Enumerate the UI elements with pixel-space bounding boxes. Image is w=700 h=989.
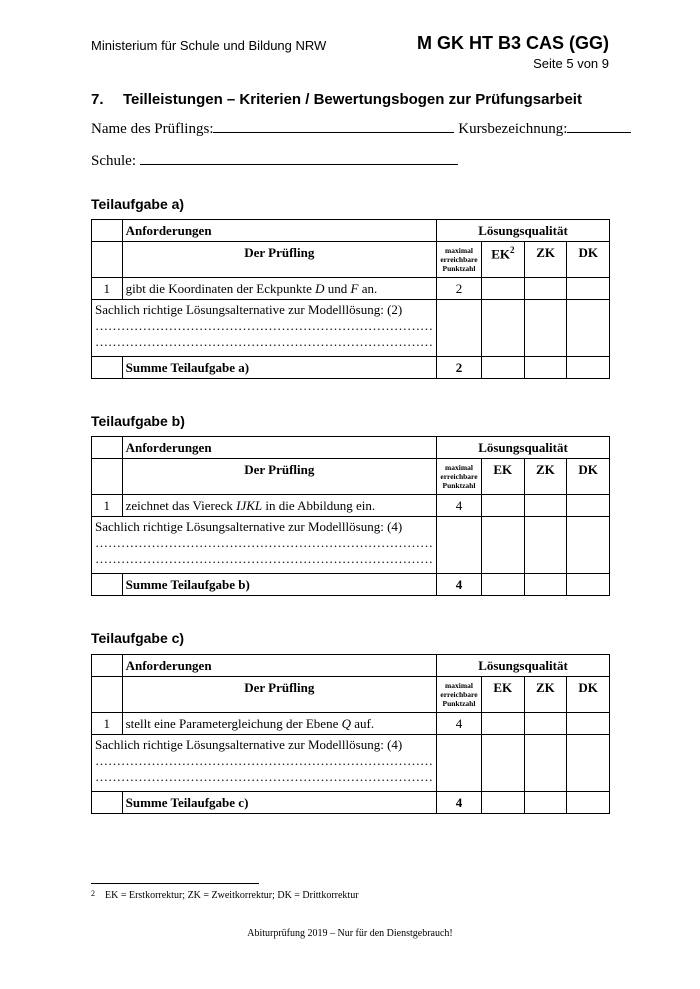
ek-score-cell[interactable] [481, 735, 524, 792]
item-text: zeichnet das Viereck IJKL in die Abbildung ein. [122, 495, 436, 517]
zk-score-cell[interactable] [524, 300, 567, 357]
alternative-text: Sachlich richtige Lösungsalternative zur Modelllösung: (4) [95, 519, 403, 534]
blank-cell [92, 220, 123, 242]
part-a-title: Teilaufgabe a) [91, 196, 185, 212]
requirements-header: Anforderungen [122, 655, 436, 677]
zk-score-cell[interactable] [524, 278, 567, 300]
dk-score-cell[interactable] [567, 357, 610, 379]
section-title: Teilleistungen – Kriterien / Bewertungsbogen zur Prüfungsarbeit [123, 91, 582, 108]
ek-header [481, 242, 524, 278]
item-points: 4 [437, 713, 482, 735]
dk-score-cell[interactable] [567, 713, 610, 735]
dk-score-cell[interactable] [567, 792, 610, 814]
part-c-title: Teilaufgabe c) [91, 630, 185, 646]
footnote [91, 890, 359, 901]
name-line [91, 117, 631, 138]
examinee-header: Der Prüfling [122, 677, 436, 713]
blank-cell [92, 437, 123, 459]
dk-score-cell[interactable] [567, 278, 610, 300]
zk-header: ZK [524, 459, 567, 495]
part-a-table [91, 219, 610, 379]
dotted-line: …………………………………………………………………… [95, 769, 433, 784]
ek-score-cell[interactable] [481, 357, 524, 379]
school-label: Schule: [91, 153, 136, 169]
ek-header: EK [481, 459, 524, 495]
dotted-line: …………………………………………………………………… [95, 318, 433, 333]
alternative-text: Sachlich richtige Lösungsalternative zur Modelllösung: (2) [95, 302, 403, 317]
alternative-text: Sachlich richtige Lösungsalternative zur Modelllösung: (4) [95, 737, 403, 752]
ek-score-cell[interactable] [481, 300, 524, 357]
zk-header: ZK [524, 242, 567, 278]
examinee-header: Der Prüfling [122, 459, 436, 495]
dk-header: DK [567, 459, 610, 495]
ek-header: EK [481, 677, 524, 713]
ek-score-cell[interactable] [481, 495, 524, 517]
dk-header: DK [567, 677, 610, 713]
ministry-name: Ministerium für Schule und Bildung NRW [91, 38, 327, 53]
blank-cell [92, 792, 123, 814]
footnote-mark: 2 [91, 889, 95, 898]
item-number: 1 [92, 713, 123, 735]
alt-points-cell [437, 735, 482, 792]
blank-cell [92, 655, 123, 677]
zk-score-cell[interactable] [524, 357, 567, 379]
document-header [417, 33, 609, 71]
school-line [91, 149, 458, 170]
quality-header: Lösungsqualität [437, 437, 610, 459]
section-number: 7. [91, 91, 104, 108]
footnote-text: EK = Erstkorrektur; ZK = Zweitkorrektur; DK = Drittkorrektur [105, 890, 359, 901]
course-blank[interactable] [567, 117, 631, 133]
school-blank[interactable] [140, 149, 458, 165]
alt-points-cell [437, 300, 482, 357]
name-blank[interactable] [213, 117, 454, 133]
dk-header: DK [567, 242, 610, 278]
item-number: 1 [92, 495, 123, 517]
max-points-header: maximal erreichbare Punktzahl [437, 459, 482, 495]
alternative-cell [92, 735, 437, 792]
item-text: gibt die Koordinaten der Eckpunkte D und F an. [122, 278, 436, 300]
requirements-header: Anforderungen [122, 220, 436, 242]
blank-cell [92, 242, 123, 278]
max-points-header: maximal erreichbare Punktzahl [437, 242, 482, 278]
blank-cell [92, 574, 123, 596]
blank-cell [92, 459, 123, 495]
alternative-cell [92, 517, 437, 574]
dk-score-cell[interactable] [567, 574, 610, 596]
exam-code: M GK HT B3 CAS (GG) [417, 33, 609, 53]
ek-score-cell[interactable] [481, 278, 524, 300]
sum-points: 2 [437, 357, 482, 379]
sum-label: Summe Teilaufgabe b) [122, 574, 436, 596]
dk-score-cell[interactable] [567, 300, 610, 357]
quality-header: Lösungsqualität [437, 220, 610, 242]
page-footer: Abiturprüfung 2019 – Nur für den Dienstgebrauch! [247, 928, 453, 939]
part-b-title: Teilaufgabe b) [91, 413, 185, 429]
blank-cell [92, 357, 123, 379]
zk-header: ZK [524, 677, 567, 713]
page-number: Seite 5 von 9 [533, 56, 609, 71]
ek-score-cell[interactable] [481, 713, 524, 735]
alternative-cell [92, 300, 437, 357]
dotted-line: …………………………………………………………………… [95, 753, 433, 768]
dotted-line: …………………………………………………………………… [95, 535, 433, 550]
item-points: 2 [437, 278, 482, 300]
zk-score-cell[interactable] [524, 517, 567, 574]
ek-score-cell[interactable] [481, 517, 524, 574]
item-points: 4 [437, 495, 482, 517]
sum-points: 4 [437, 792, 482, 814]
zk-score-cell[interactable] [524, 792, 567, 814]
zk-score-cell[interactable] [524, 495, 567, 517]
zk-score-cell[interactable] [524, 735, 567, 792]
max-points-header: maximal erreichbare Punktzahl [437, 677, 482, 713]
dk-score-cell[interactable] [567, 517, 610, 574]
blank-cell [92, 677, 123, 713]
dk-score-cell[interactable] [567, 495, 610, 517]
dotted-line: …………………………………………………………………… [95, 551, 433, 566]
examinee-header: Der Prüfling [122, 242, 436, 278]
ek-score-cell[interactable] [481, 574, 524, 596]
part-c-table [91, 654, 610, 814]
quality-header: Lösungsqualität [437, 655, 610, 677]
item-number: 1 [92, 278, 123, 300]
sum-points: 4 [437, 574, 482, 596]
zk-score-cell[interactable] [524, 574, 567, 596]
item-text: stellt eine Parametergleichung der Ebene Q auf. [122, 713, 436, 735]
zk-score-cell[interactable] [524, 713, 567, 735]
dotted-line: …………………………………………………………………… [95, 334, 433, 349]
requirements-header: Anforderungen [122, 437, 436, 459]
sum-label: Summe Teilaufgabe c) [122, 792, 436, 814]
course-label: Kursbezeichnung: [458, 121, 568, 137]
name-label: Name des Prüflings: [91, 121, 214, 137]
ek-label: EK [491, 246, 511, 262]
dk-score-cell[interactable] [567, 735, 610, 792]
part-b-table [91, 436, 610, 596]
section-heading [91, 91, 582, 108]
alt-points-cell [437, 517, 482, 574]
footnote-ref: 2 [510, 245, 515, 255]
sum-label: Summe Teilaufgabe a) [122, 357, 436, 379]
footnote-separator [91, 883, 259, 884]
ek-score-cell[interactable] [481, 792, 524, 814]
